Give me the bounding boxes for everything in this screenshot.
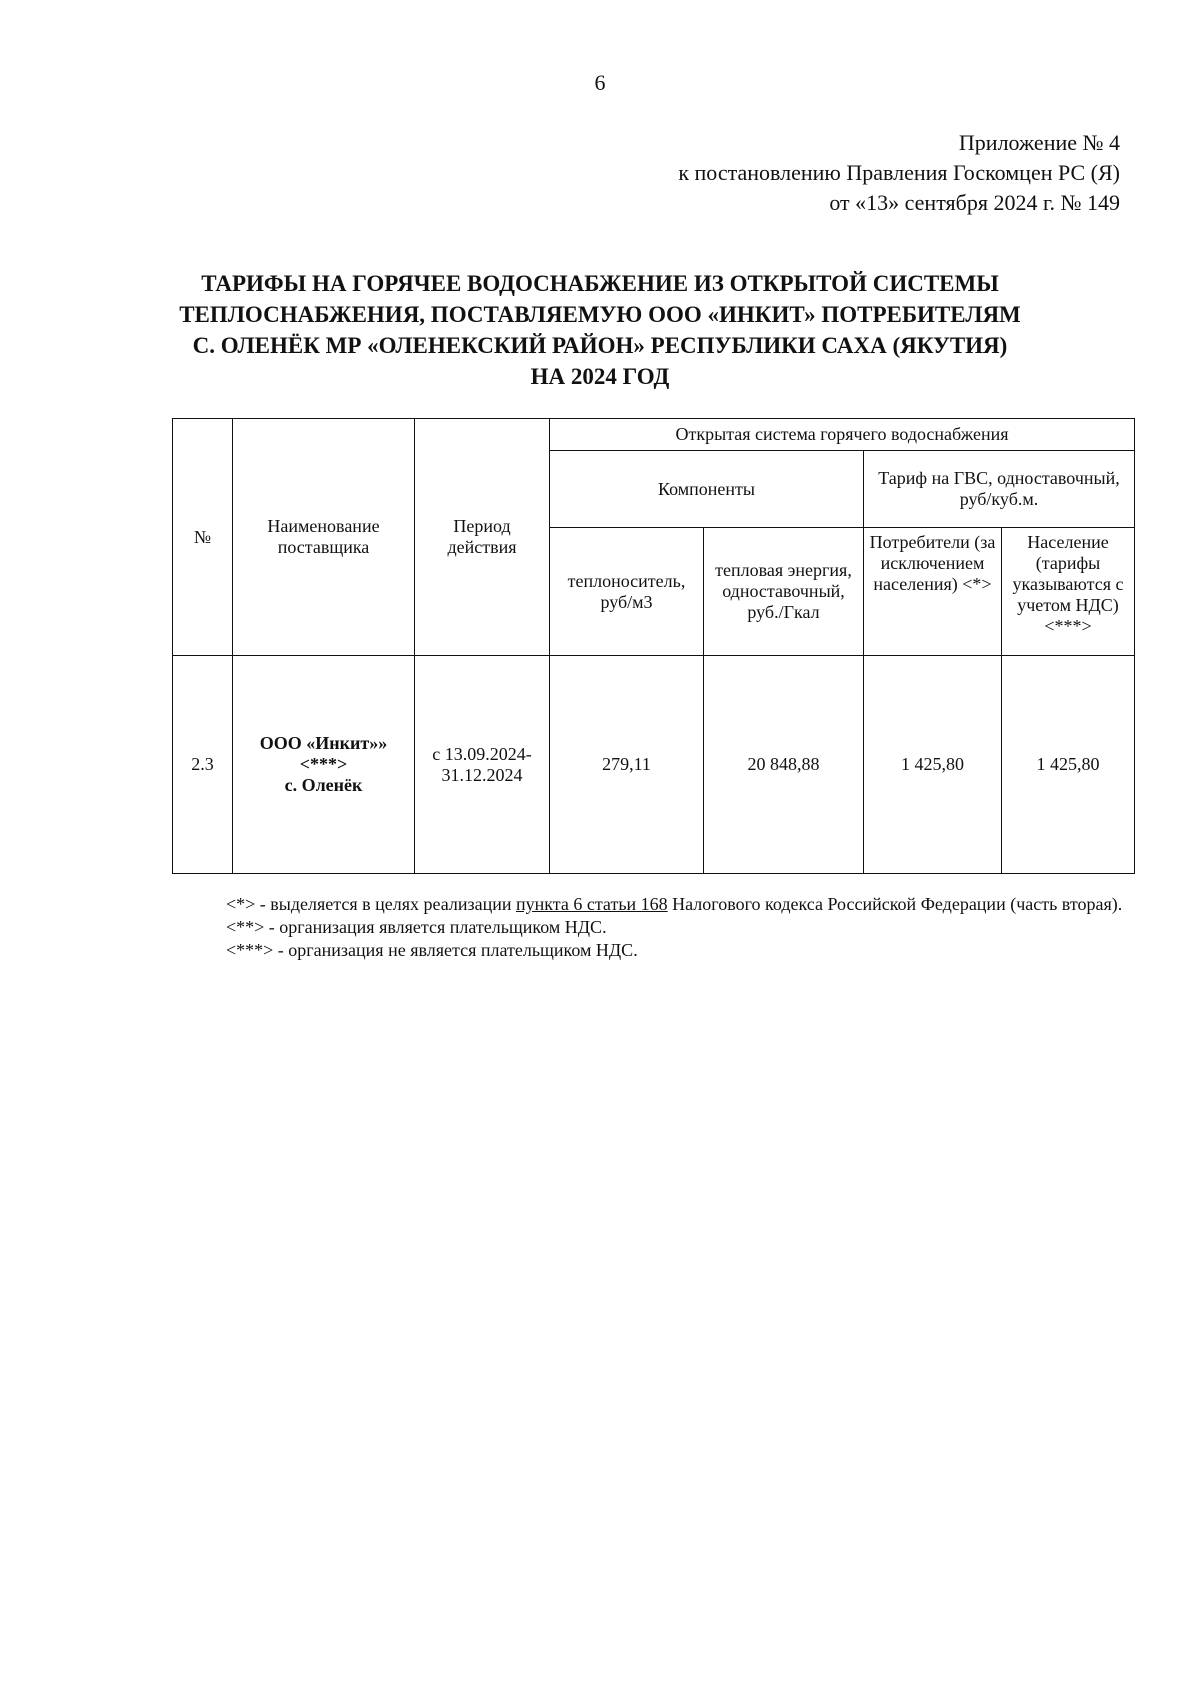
title-line-3: С. ОЛЕНЁК МР «ОЛЕНЕКСКИЙ РАЙОН» РЕСПУБЛИКИ САХА (ЯКУТИЯ) bbox=[192, 333, 1008, 358]
header-open-system: Открытая система горячего водоснабжения bbox=[550, 419, 1135, 451]
supplier-place: с. Оленёк bbox=[284, 775, 363, 795]
cell-coolant: 279,11 bbox=[550, 656, 704, 874]
footnote-2: <**> - организация является плательщиком НДС. bbox=[226, 917, 607, 937]
header-components: Компоненты bbox=[550, 451, 864, 528]
cell-period: с 13.09.2024-31.12.2024 bbox=[415, 656, 550, 874]
appendix-line-1: Приложение № 4 bbox=[958, 130, 1120, 155]
cell-population: 1 425,80 bbox=[1002, 656, 1135, 874]
supplier-name: ООО «Инкит»» bbox=[259, 733, 388, 753]
header-tariff: Тариф на ГВС, одноставочный, руб/куб.м. bbox=[864, 451, 1135, 528]
header-thermal-energy: тепловая энергия, одноставочный, руб./Гкал bbox=[704, 528, 864, 656]
supplier-mark: <***> bbox=[299, 754, 348, 774]
appendix-line-3: от «13» сентября 2024 г. № 149 bbox=[829, 190, 1120, 215]
document-title bbox=[150, 268, 1050, 392]
header-number: № bbox=[173, 419, 233, 656]
header-period: Период действия bbox=[415, 419, 550, 656]
table-row bbox=[173, 656, 1135, 874]
tariff-table bbox=[172, 418, 1135, 874]
header-supplier: Наименование поставщика bbox=[233, 419, 415, 656]
header-consumers: Потребители (за исключением населения) <*> bbox=[864, 528, 1002, 656]
cell-supplier bbox=[233, 656, 415, 874]
header-population: Население (тарифы указываются с учетом НДС) <***> bbox=[1002, 528, 1135, 656]
footnote-1-prefix: <*> - выделяется в целях реализации bbox=[226, 894, 516, 914]
cell-number: 2.3 bbox=[173, 656, 233, 874]
page-number: 6 bbox=[594, 70, 606, 95]
tax-code-link[interactable]: пункта 6 статьи 168 bbox=[516, 894, 668, 914]
footnote-1-suffix: Налогового кодекса Российской Федерации (часть вторая). bbox=[667, 894, 1123, 914]
cell-thermal-energy: 20 848,88 bbox=[704, 656, 864, 874]
footnote-3: <***> - организация не является плательщиком НДС. bbox=[226, 940, 638, 960]
appendix-line-2: к постановлению Правления Госкомцен РС (Я) bbox=[678, 160, 1120, 185]
title-line-1: ТАРИФЫ НА ГОРЯЧЕЕ ВОДОСНАБЖЕНИЕ ИЗ ОТКРЫТОЙ СИСТЕМЫ bbox=[201, 271, 999, 296]
title-line-4: НА 2024 ГОД bbox=[530, 364, 670, 389]
header-coolant: теплоноситель, руб/м3 bbox=[550, 528, 704, 656]
footnotes bbox=[172, 893, 1134, 962]
footnote-1 bbox=[172, 893, 1134, 916]
appendix-block bbox=[678, 128, 1120, 218]
cell-consumers: 1 425,80 bbox=[864, 656, 1002, 874]
title-line-2: ТЕПЛОСНАБЖЕНИЯ, ПОСТАВЛЯЕМУЮ ООО «ИНКИТ» ПОТРЕБИТЕЛЯМ bbox=[179, 302, 1021, 327]
